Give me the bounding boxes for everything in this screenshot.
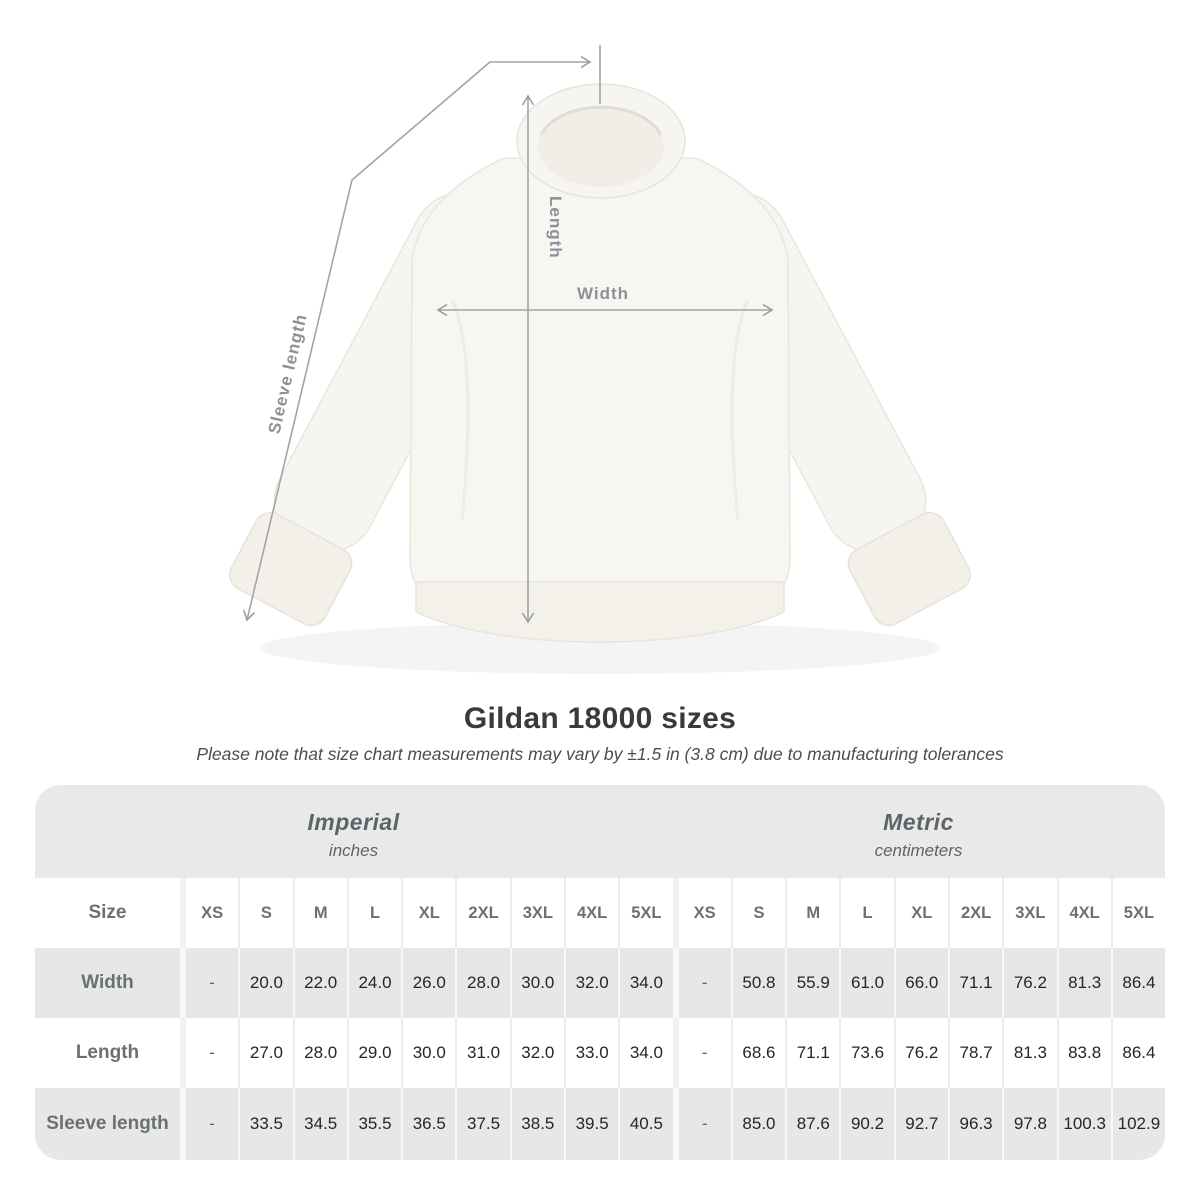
value-cell: 100.3 [1057,1088,1111,1160]
page-title: Gildan 18000 sizes [463,702,737,735]
value-cell: 90.2 [839,1088,893,1160]
value-cell: 34.0 [618,1018,672,1088]
collar [517,84,685,198]
size-column-header: 3XL [1002,878,1056,948]
value-cell: 32.0 [510,1018,564,1088]
value-cell: 81.3 [1002,1018,1056,1088]
value-cell: - [673,1088,731,1160]
metric-title: Metric [883,808,954,835]
value-cell: 76.2 [894,1018,948,1088]
value-cell: 87.6 [785,1088,839,1160]
sleeve-length-label: Sleeve length [264,311,311,436]
value-cell: 97.8 [1002,1088,1056,1160]
value-cell: 71.1 [785,1018,839,1088]
value-cell: - [673,948,731,1018]
value-cell: 26.0 [401,948,455,1018]
size-table-rows [35,878,1165,1160]
value-cell: 73.6 [839,1018,893,1088]
sweatshirt [224,84,976,642]
value-cell: 102.9 [1111,1088,1165,1160]
value-cell: 33.0 [564,1018,618,1088]
imperial-header [35,785,672,878]
size-column-header: 2XL [455,878,509,948]
value-cell: 29.0 [347,1018,401,1088]
size-header-row [35,878,1165,948]
value-cell: 81.3 [1057,948,1111,1018]
value-cell: 20.0 [238,948,292,1018]
value-cell: 76.2 [1002,948,1056,1018]
value-cell: 36.5 [401,1088,455,1160]
value-cell: 34.5 [293,1088,347,1160]
table-row [35,1088,1165,1160]
size-column-header: 2XL [948,878,1002,948]
value-cell: - [180,1018,238,1088]
value-cell: 33.5 [238,1088,292,1160]
value-cell: 30.0 [510,948,564,1018]
size-column-header: XL [894,878,948,948]
value-cell: 22.0 [293,948,347,1018]
value-cell: 66.0 [894,948,948,1018]
metric-subtitle: centimeters [874,840,963,860]
row-label: Length [75,1042,140,1063]
value-cell: 96.3 [948,1088,1002,1160]
value-cell: - [673,1018,731,1088]
value-cell: 61.0 [839,948,893,1018]
value-cell: 37.5 [455,1088,509,1160]
width-label: Width [576,284,630,303]
value-cell: 30.0 [401,1018,455,1088]
value-cell: 68.6 [731,1018,785,1088]
size-column-header: XS [180,878,238,948]
value-cell: 28.0 [455,948,509,1018]
size-column-header: 5XL [1111,878,1165,948]
size-column-header: L [839,878,893,948]
size-column-header: XS [673,878,731,948]
value-cell: 50.8 [731,948,785,1018]
value-cell: 31.0 [455,1018,509,1088]
row-label: Width [81,972,134,993]
row-label: Size [88,902,127,923]
value-cell: 85.0 [731,1088,785,1160]
value-cell: 86.4 [1111,948,1165,1018]
imperial-title: Imperial [307,808,400,835]
page-subtitle: Please note that size chart measurements may vary by ±1.5 in (3.8 cm) due to manufacturing tolerances [196,744,1004,764]
value-cell: 38.5 [510,1088,564,1160]
size-column-header: 3XL [510,878,564,948]
length-label: Length [546,196,565,259]
size-column-header: 4XL [1057,878,1111,948]
value-cell: 39.5 [564,1088,618,1160]
size-column-header: 5XL [618,878,672,948]
size-column-header: 4XL [564,878,618,948]
value-cell: 24.0 [347,948,401,1018]
value-cell: 86.4 [1111,1018,1165,1088]
value-cell: 71.1 [948,948,1002,1018]
table-row [35,1018,1165,1088]
value-cell: 40.5 [618,1088,672,1160]
value-cell: - [180,948,238,1018]
value-cell: 55.9 [785,948,839,1018]
size-column-header: S [731,878,785,948]
unit-header-band [35,785,1165,878]
size-column-header: M [785,878,839,948]
value-cell: 34.0 [618,948,672,1018]
value-cell: 28.0 [293,1018,347,1088]
size-column-header: L [347,878,401,948]
row-label: Sleeve length [46,1113,169,1134]
value-cell: 32.0 [564,948,618,1018]
value-cell: 35.5 [347,1088,401,1160]
value-cell: 83.8 [1057,1018,1111,1088]
size-column-header: XL [401,878,455,948]
value-cell: 78.7 [948,1018,1002,1088]
value-cell: 27.0 [238,1018,292,1088]
size-column-header: M [293,878,347,948]
metric-header [672,785,1165,878]
table-row [35,948,1165,1018]
imperial-subtitle: inches [328,840,379,860]
size-column-header: S [238,878,292,948]
value-cell: - [180,1088,238,1160]
size-table [35,785,1165,1160]
value-cell: 92.7 [894,1088,948,1160]
